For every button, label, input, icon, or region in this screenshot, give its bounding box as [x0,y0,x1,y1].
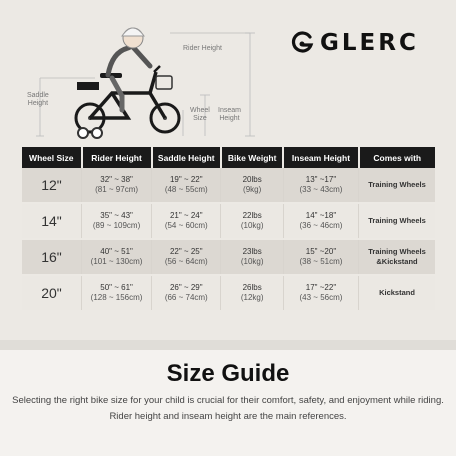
bike-weight-cell: 20lbs (9kg) [221,168,284,203]
header-saddle-height: Saddle Height [152,147,221,168]
bike-weight-cell: 22lbs (10kg) [221,203,284,239]
table-row [22,168,435,203]
table-header-row [22,147,435,168]
bike-measurement-diagram [0,0,270,145]
header-inseam-height: Inseam Height [283,147,358,168]
inseam-height-cell: 13" ~17" (33 ~ 43cm) [283,168,358,203]
inseam-height-cell: 14" ~18" (36 ~ 46cm) [283,203,358,239]
saddle-height-cell: 19" ~ 22" (48 ~ 55cm) [152,168,221,203]
size-table [22,147,435,312]
header-rider-height: Rider Height [82,147,152,168]
comes-with-cell: Training Wheels [359,168,436,203]
rider-height-cell: 50" ~ 61" (128 ~ 156cm) [82,275,152,311]
rider-height-cell: 40" ~ 51" (101 ~ 130cm) [82,239,152,275]
header-wheel-size: Wheel Size [22,147,82,168]
g-swirl-logo-icon [290,31,314,55]
bike-weight-cell: 23lbs (10kg) [221,239,284,275]
brand-logo [290,30,419,56]
comes-with-cell: Training Wheels [359,203,436,239]
saddle-height-label: Saddle Height [27,92,49,107]
bike-weight-cell: 26lbs (12kg) [221,275,284,311]
page-title: Size Guide [166,360,290,387]
wheel-size-cell: 14" [22,203,82,239]
wheel-size-cell: 16" [22,239,82,275]
header-bike-weight: Bike Weight [221,147,284,168]
wheel-size-label: Wheel Size [190,107,210,122]
inseam-height-label: Inseam Height [218,107,241,122]
table-row [22,239,435,275]
inseam-height-cell: 15" ~20" (38 ~ 51cm) [283,239,358,275]
brand-name: GLERC [320,30,419,56]
wheel-size-cell: 20" [22,275,82,311]
rider-height-cell: 35" ~ 43" (89 ~ 109cm) [82,203,152,239]
saddle-height-cell: 26" ~ 29" (66 ~ 74cm) [152,275,221,311]
wheel-size-cell: 12" [22,168,82,203]
inseam-height-cell: 17" ~22" (43 ~ 56cm) [283,275,358,311]
comes-with-cell: Training Wheels &Kickstand [359,239,436,275]
child-on-bike-illustration [0,0,270,145]
header-comes-with: Comes with [359,147,436,168]
comes-with-cell: Kickstand [359,275,436,311]
description-text: Selecting the right bike size for your child is crucial for their comfort, safety, and enjoyment while riding. Rider height and inseam height are the main references. [12,395,444,422]
saddle-height-cell: 22" ~ 25" (56 ~ 64cm) [152,239,221,275]
table-row [22,203,435,239]
saddle-height-cell: 21" ~ 24" (54 ~ 60cm) [152,203,221,239]
rider-height-label: Rider Height [183,45,222,52]
rider-height-cell: 32" ~ 38" (81 ~ 97cm) [82,168,152,203]
divider-strip [0,340,456,350]
table-row [22,275,435,311]
